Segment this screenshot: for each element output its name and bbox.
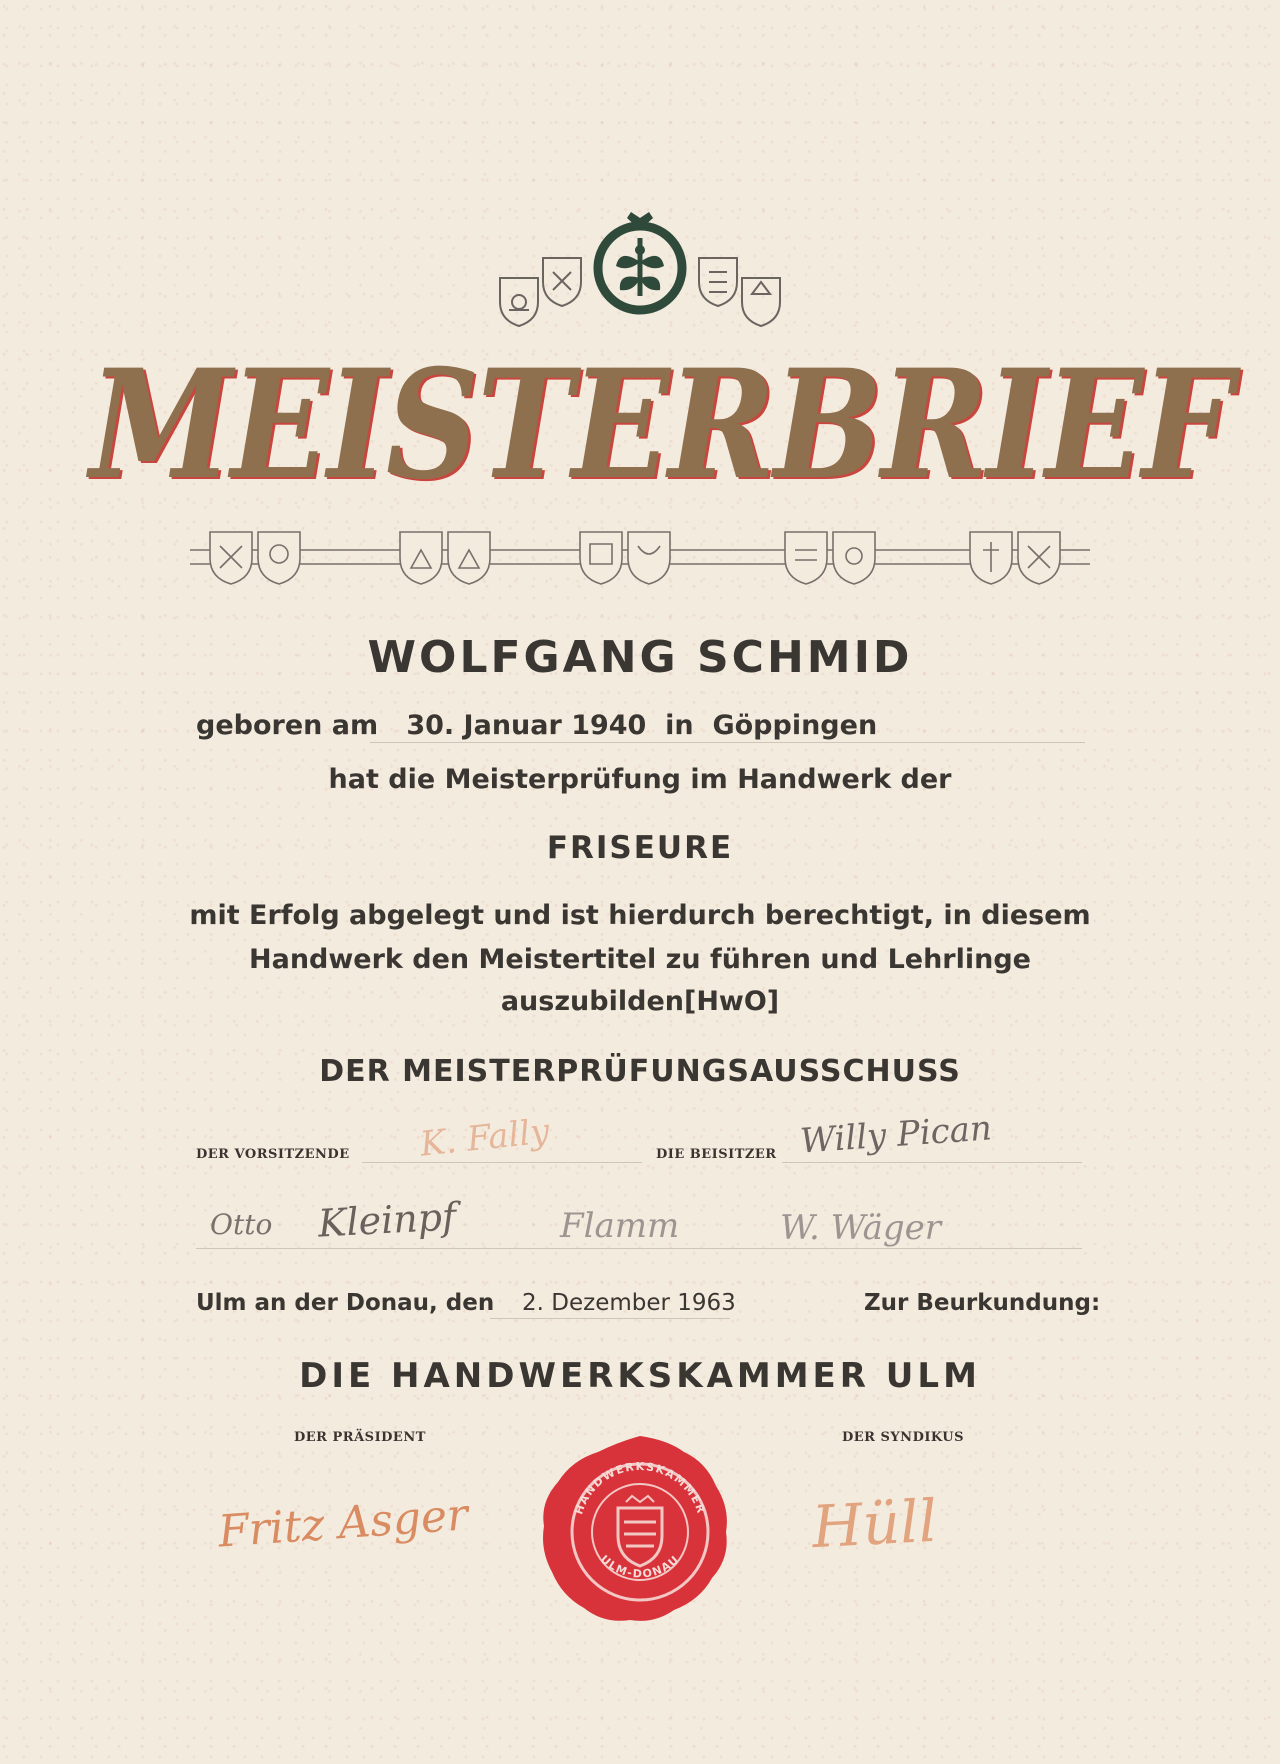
- authorization-line-2: Handwerk den Meistertitel zu führen und Lehrlinge: [249, 944, 1031, 975]
- seal-text-top: HANDWERKSKAMMER: [572, 1459, 708, 1517]
- guild-emblem-icon: [495, 210, 785, 340]
- president-label: DER PRÄSIDENT: [294, 1430, 426, 1445]
- exam-line: hat die Meisterprüfung im Handwerk der: [328, 764, 952, 795]
- birth-prefix: geboren am: [196, 710, 379, 741]
- chair-signature: K. Fally: [418, 1111, 552, 1165]
- birth-line: [196, 706, 877, 746]
- chair-label: DER VORSITZENDE: [196, 1147, 350, 1162]
- certification-label: Zur Beurkundung:: [864, 1290, 1101, 1316]
- assessor-signature-1: Willy Pican: [798, 1108, 994, 1162]
- authorization-line-1: mit Erfolg abgelegt und ist hierdurch berechtigt, in diesem: [189, 900, 1091, 931]
- assessor-signature-2: Otto: [210, 1208, 273, 1241]
- holder-name: WOLFGANG SCHMID: [367, 632, 913, 683]
- central-emblem: [598, 212, 682, 310]
- assessors-rule: [782, 1162, 1082, 1163]
- guild-crest-icon: [190, 520, 1090, 595]
- birth-rule: [370, 742, 1085, 743]
- assessors-rule-2: [196, 1248, 1082, 1249]
- chair-rule: [362, 1162, 642, 1163]
- seal-text-bottom: ULM-DONAU: [597, 1552, 683, 1581]
- assessor-signature-4: Flamm: [560, 1206, 680, 1246]
- assessors-label: DIE BEISITZER: [656, 1147, 777, 1162]
- assessor-signature-5: W. Wäger: [780, 1208, 942, 1248]
- certificate-title: MEISTERBRIEF: [89, 337, 1232, 513]
- wax-seal-icon: [540, 1430, 740, 1630]
- authorization-line-3: auszubilden[HwO]: [500, 986, 780, 1017]
- birth-date: 30. Januar 1940: [406, 710, 647, 741]
- assessor-signature-3: Kleinpf: [316, 1194, 458, 1246]
- syndic-signature: Hüll: [810, 1486, 939, 1562]
- president-signature: Fritz Asger: [216, 1489, 470, 1558]
- committee-heading: DER MEISTERPRÜFUNGSAUSSCHUSS: [319, 1054, 961, 1089]
- birth-in: in: [665, 710, 694, 741]
- birth-place: Göppingen: [712, 710, 878, 741]
- date-rule: [490, 1318, 730, 1319]
- chamber-name: DIE HANDWERKSKAMMER ULM: [299, 1356, 981, 1396]
- syndic-label: DER SYNDIKUS: [842, 1430, 964, 1445]
- craft-name: FRISEURE: [546, 830, 734, 866]
- place-label: Ulm an der Donau, den: [196, 1290, 495, 1316]
- issue-date: 2. Dezember 1963: [522, 1290, 736, 1316]
